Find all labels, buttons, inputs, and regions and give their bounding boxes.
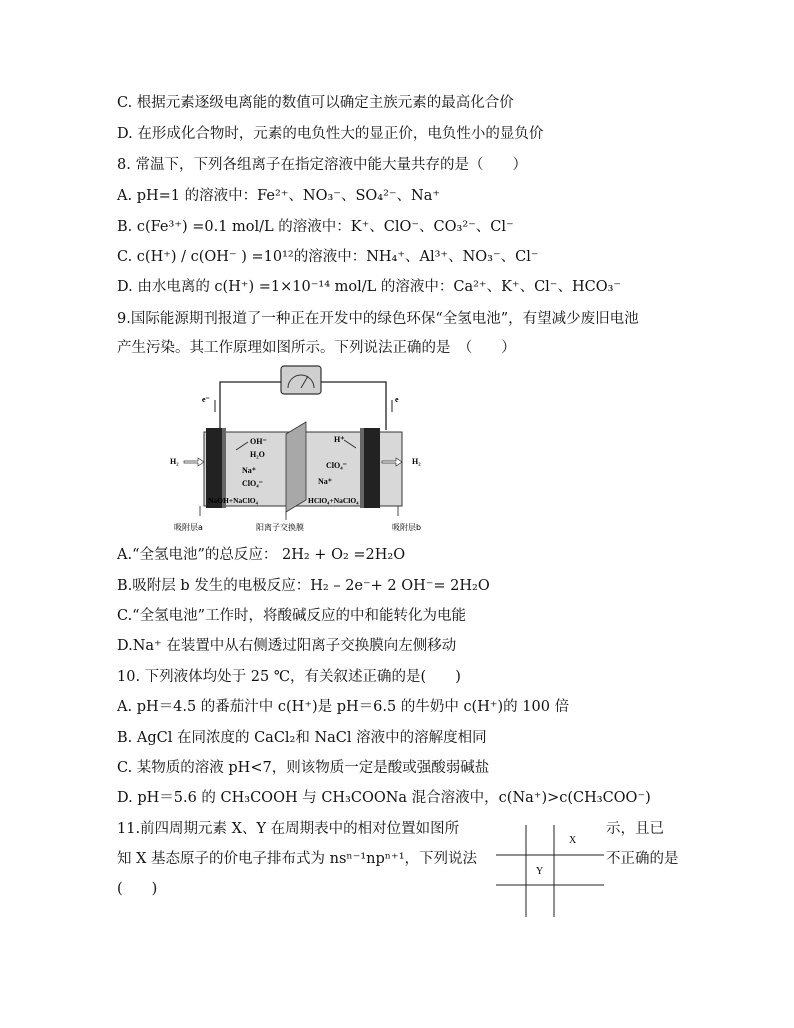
- h2-right-label: H₂: [412, 457, 421, 466]
- q9-option-b: B.吸附层 b 发生的电极反应：H₂ – 2e⁻+ 2 OH⁻= 2H₂O: [117, 578, 490, 594]
- q8-option-b: B. c(Fe³⁺) =0.1 mol/L 的溶液中：K⁺、ClO⁻、CO₃²⁻、Cl⁻: [117, 219, 514, 235]
- periodic-table-fragment: [496, 825, 604, 917]
- na-right-label: Na⁺: [318, 477, 332, 486]
- line-c-old: C. 根据元素逐级电离能的数值可以确定主族元素的最高化合价: [117, 95, 514, 111]
- q10-option-d: D. pH＝5.6 的 CH₃COOH 与 CH₃COONa 混合溶液中，c(Na⁺)>c(CH₃COO⁻): [117, 790, 651, 806]
- e-label-left: e⁻: [202, 395, 210, 404]
- clo4-left-label: ClO₄⁻: [242, 479, 263, 488]
- q10-option-c: C. 某物质的溶液 pH<7，则该物质一定是酸或强酸弱碱盐: [117, 760, 490, 776]
- hydrogen-battery-diagram: [160, 360, 460, 540]
- element-y-label: Y: [536, 866, 544, 877]
- clo4-right-label: ClO₄⁻: [326, 461, 347, 470]
- e-label-right: e: [395, 395, 399, 404]
- question-11-line-3: ( ): [117, 881, 158, 897]
- question-11-line-2: 知 X 基态原子的价电子排布式为 nsⁿ⁻¹npⁿ⁺¹，下列说法: [117, 851, 478, 867]
- na-left-label: Na⁺: [242, 466, 256, 475]
- question-8: 8. 常温下，下列各组离子在指定溶液中能大量共存的是（ ）: [117, 157, 527, 173]
- q8-option-a: A. pH=1 的溶液中：Fe²⁺、NO₃⁻、SO₄²⁻、Na⁺: [117, 188, 441, 204]
- q9-option-a: A.“全氢电池”的总反应： 2H₂ + O₂ =2H₂O: [117, 547, 406, 563]
- q10-option-a: A. pH＝4.5 的番茄汁中 c(H⁺)是 pH＝6.5 的牛奶中 c(H⁺)的 100 倍: [117, 699, 570, 715]
- left-solution-label: NaOH+NaClO₄: [208, 496, 258, 505]
- q8-option-d: D. 由水电离的 c(H⁺) =1×10⁻¹⁴ mol/L 的溶液中：Ca²⁺、K⁺、Cl⁻、HCO₃⁻: [117, 279, 622, 295]
- oh-label: OH⁻: [250, 437, 267, 446]
- question-9-line-2: 产生污染。其工作原理如图所示。下列说法正确的是 （ ）: [117, 340, 516, 356]
- h-plus-label: H⁺: [334, 435, 345, 444]
- line-d-old: D. 在形成化合物时，元素的电负性大的显正价，电负性小的显负价: [117, 126, 544, 142]
- h2-left-label: H₂: [170, 457, 179, 466]
- question-9-line-1: 9.国际能源期刊报道了一种正在开发中的绿色环保“全氢电池”，有望减少废旧电池: [117, 311, 639, 327]
- cation-exchange-membrane: [286, 422, 306, 512]
- h2o-label: H₂O: [250, 450, 265, 459]
- element-x-label: X: [569, 835, 577, 846]
- q9-option-d: D.Na⁺ 在装置中从右侧透过阳离子交换膜向左侧移动: [117, 638, 457, 654]
- q9-option-c: C.“全氢电池”工作时，将酸碱反应的中和能转化为电能: [117, 608, 467, 624]
- meter-icon: [281, 366, 321, 394]
- q8-option-c: C. c(H⁺) / c(OH⁻ ) =10¹²的溶液中：NH₄⁺、Al³⁺、NO₃⁻、Cl⁻: [117, 249, 539, 265]
- question-10: 10. 下列液体均处于 25 ℃，有关叙述正确的是( ): [117, 669, 461, 685]
- question-11-line-2-cont: 不正确的是: [606, 851, 679, 867]
- q10-option-b: B. AgCl 在同浓度的 CaCl₂和 NaCl 溶液中的溶解度相同: [117, 730, 487, 746]
- question-11-line-1: 11.前四周期元素 X、Y 在周期表中的相对位置如图所: [117, 821, 460, 837]
- label-membrane: 阳离子交换膜: [256, 523, 304, 532]
- label-layer-b: 吸附层b: [392, 523, 422, 532]
- right-solution-label: HClO₄+NaClO₄: [308, 496, 359, 505]
- label-layer-a: 吸附层a: [174, 523, 203, 532]
- question-11-line-1-cont: 示，且已: [606, 821, 664, 837]
